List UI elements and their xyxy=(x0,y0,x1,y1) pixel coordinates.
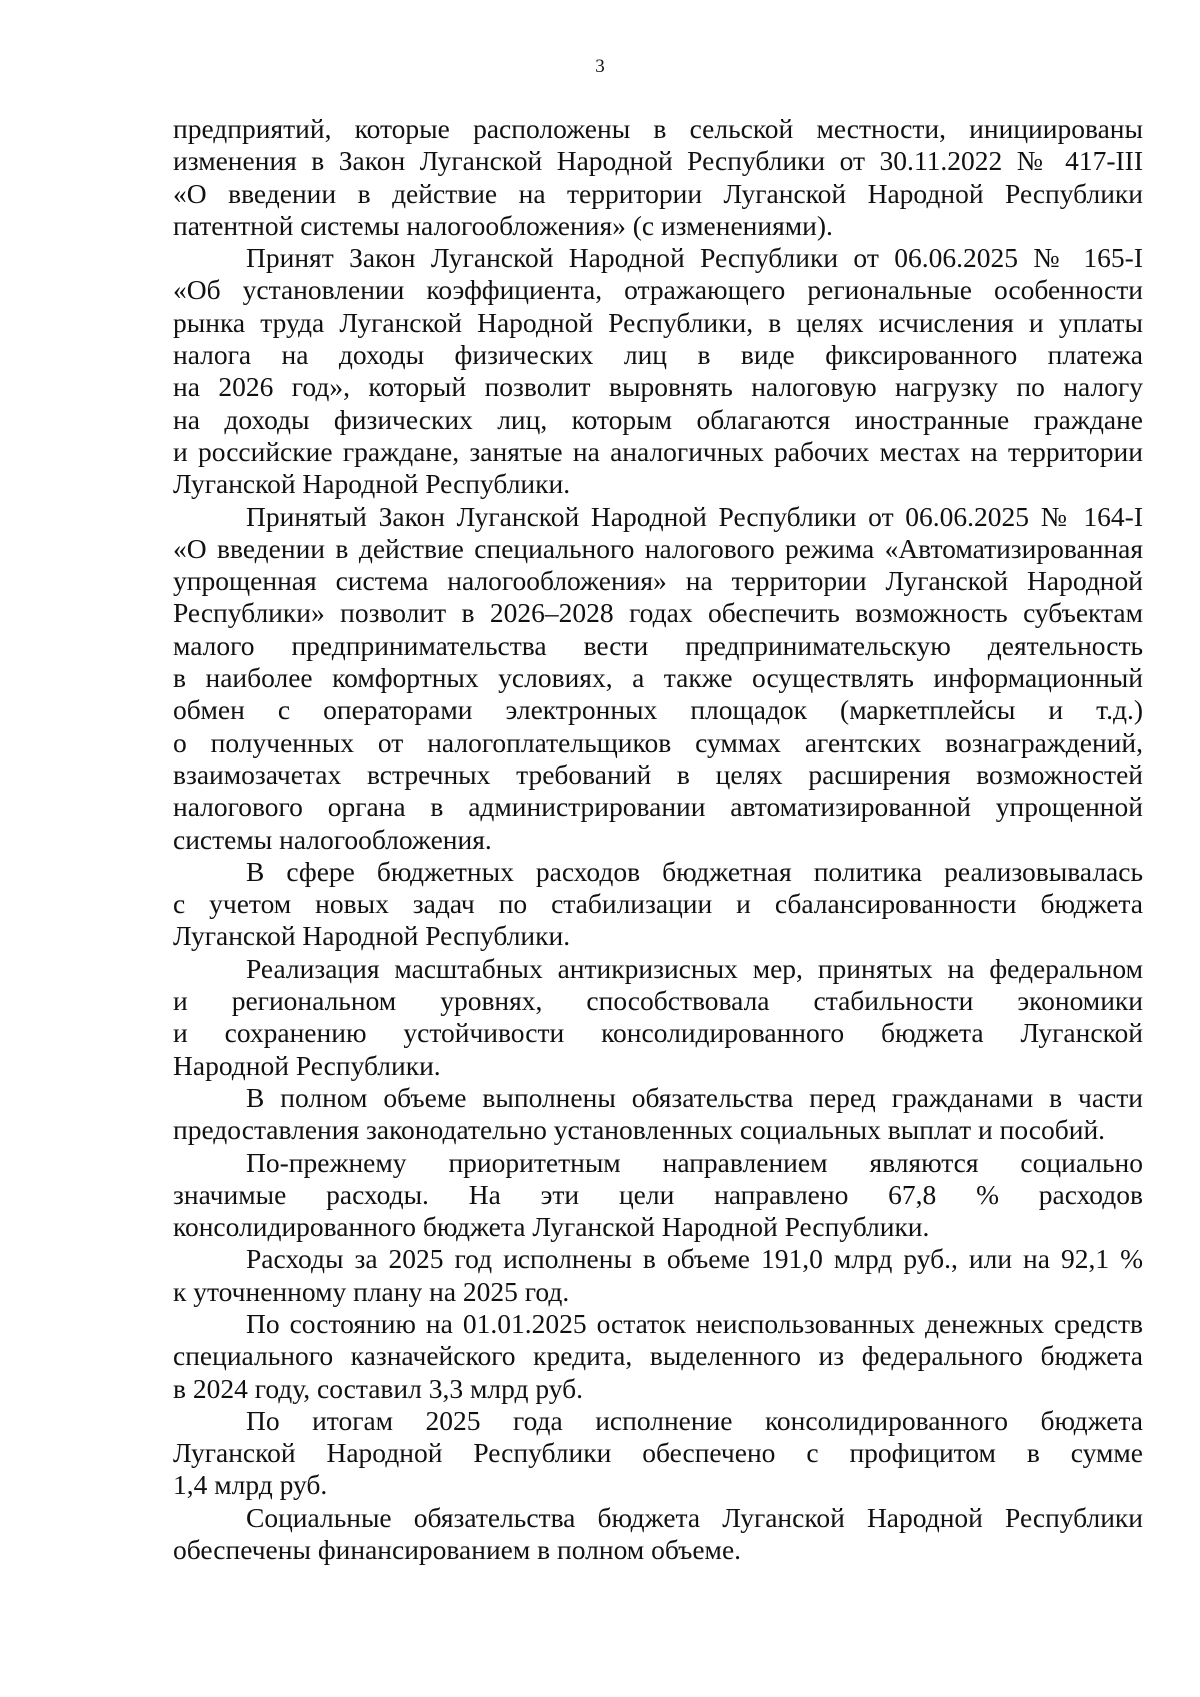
text-line: малого предпринимательства вести предпринимательскую деятельность xyxy=(173,629,1143,661)
text-line: к уточненному плану на 2025 год. xyxy=(173,1275,570,1307)
paragraph xyxy=(173,1147,1143,1244)
text-line: изменения в Закон Луганской Народной Республики от 30.11.2022 № 417-III xyxy=(173,145,1143,177)
paragraph xyxy=(173,1502,1143,1567)
text-line: предприятий, которые расположены в сельской местности, инициированы xyxy=(173,113,1143,144)
paragraph xyxy=(173,1243,1143,1308)
text-line: налога на доходы физических лиц в виде фиксированного платежа xyxy=(173,339,1143,371)
text-line: В полном объеме выполнены обязательства перед гражданами в части xyxy=(246,1081,1143,1113)
text-line: обеспечены финансированием в полном объеме. xyxy=(173,1534,742,1566)
text-line: рынка труда Луганской Народной Республики, в целях исчисления и уплаты xyxy=(173,306,1143,338)
paragraph xyxy=(173,113,1143,242)
text-line: упрощенная система налогообложения» на территории Луганской Народной xyxy=(173,565,1143,597)
text-line: обмен с операторами электронных площадок (маркетплейсы и т.д.) xyxy=(173,694,1143,726)
text-line: По-прежнему приоритетным направлением являются социально xyxy=(246,1146,1143,1178)
text-line: предоставления законодательно установленных социальных выплат и пособий. xyxy=(173,1114,1106,1146)
text-line: о полученных от налогоплательщиков суммах агентских вознаграждений, xyxy=(173,726,1143,758)
text-line: Луганской Народной Республики. xyxy=(173,920,571,952)
text-line: 1,4 млрд руб. xyxy=(173,1469,328,1501)
paragraph xyxy=(173,953,1143,1082)
text-line: и сохранению устойчивости консолидированного бюджета Луганской xyxy=(173,1017,1143,1049)
paragraph xyxy=(173,1082,1143,1147)
text-line: и российские граждане, занятые на аналогичных рабочих местах на территории xyxy=(173,435,1143,467)
text-line: налогового органа в администрировании автоматизированной упрощенной xyxy=(173,791,1143,823)
paragraph xyxy=(173,856,1143,953)
text-line: «О введении в действие специального налогового режима «Автоматизированная xyxy=(173,532,1143,564)
text-line: системы налогообложения. xyxy=(173,823,492,855)
text-line: Народной Республики. xyxy=(173,1049,441,1081)
text-line: значимые расходы. На эти цели направлено 67,8 % расходов xyxy=(173,1178,1143,1210)
paragraph xyxy=(173,1308,1143,1405)
text-line: По состоянию на 01.01.2025 остаток неиспользованных денежных средств xyxy=(246,1307,1143,1339)
text-line: В сфере бюджетных расходов бюджетная политика реализовывалась xyxy=(246,855,1143,887)
text-line: Луганской Народной Республики. xyxy=(173,468,571,500)
text-line: Социальные обязательства бюджета Луганской Народной Республики xyxy=(246,1501,1143,1533)
text-line: с учетом новых задач по стабилизации и сбалансированности бюджета xyxy=(173,888,1143,920)
text-line: Расходы за 2025 год исполнены в объеме 191,0 млрд руб., или на 92,1 % xyxy=(246,1243,1143,1275)
text-line: Реализация масштабных антикризисных мер, принятых на федеральном xyxy=(246,952,1143,984)
text-line: Луганской Народной Республики обеспечено с профицитом в сумме xyxy=(173,1437,1143,1469)
text-line: «О введении в действие на территории Луганской Народной Республики xyxy=(173,177,1143,209)
text-line: в 2024 году, составил 3,3 млрд руб. xyxy=(173,1372,584,1404)
text-line: По итогам 2025 года исполнение консолидированного бюджета xyxy=(246,1404,1143,1436)
text-line: патентной системы налогообложения» (с изменениями). xyxy=(173,209,833,241)
text-line: на 2026 год», который позволит выровнять налоговую нагрузку по налогу xyxy=(173,371,1143,403)
document-body xyxy=(173,113,1143,1566)
text-line: Республики» позволит в 2026–2028 годах обеспечить возможность субъектам xyxy=(173,597,1143,629)
text-line: и региональном уровнях, способствовала стабильности экономики xyxy=(173,985,1143,1017)
text-line: консолидированного бюджета Луганской Народной Республики. xyxy=(173,1211,930,1243)
paragraph xyxy=(173,1405,1143,1502)
page-number: 3 xyxy=(595,56,605,77)
paragraph xyxy=(173,242,1143,500)
text-line: на доходы физических лиц, которым облагаются иностранные граждане xyxy=(173,403,1143,435)
text-line: специального казначейского кредита, выделенного из федерального бюджета xyxy=(173,1340,1143,1372)
text-line: Принят Закон Луганской Народной Республики от 06.06.2025 № 165-I xyxy=(246,242,1143,274)
paragraph xyxy=(173,501,1143,856)
text-line: «Об установлении коэффициента, отражающего региональные особенности xyxy=(173,274,1143,306)
text-line: взаимозачетах встречных требований в целях расширения возможностей xyxy=(173,758,1143,790)
text-line: Принятый Закон Луганской Народной Республики от 06.06.2025 № 164-I xyxy=(246,500,1143,532)
text-line: в наиболее комфортных условиях, а также осуществлять информационный xyxy=(173,662,1143,694)
